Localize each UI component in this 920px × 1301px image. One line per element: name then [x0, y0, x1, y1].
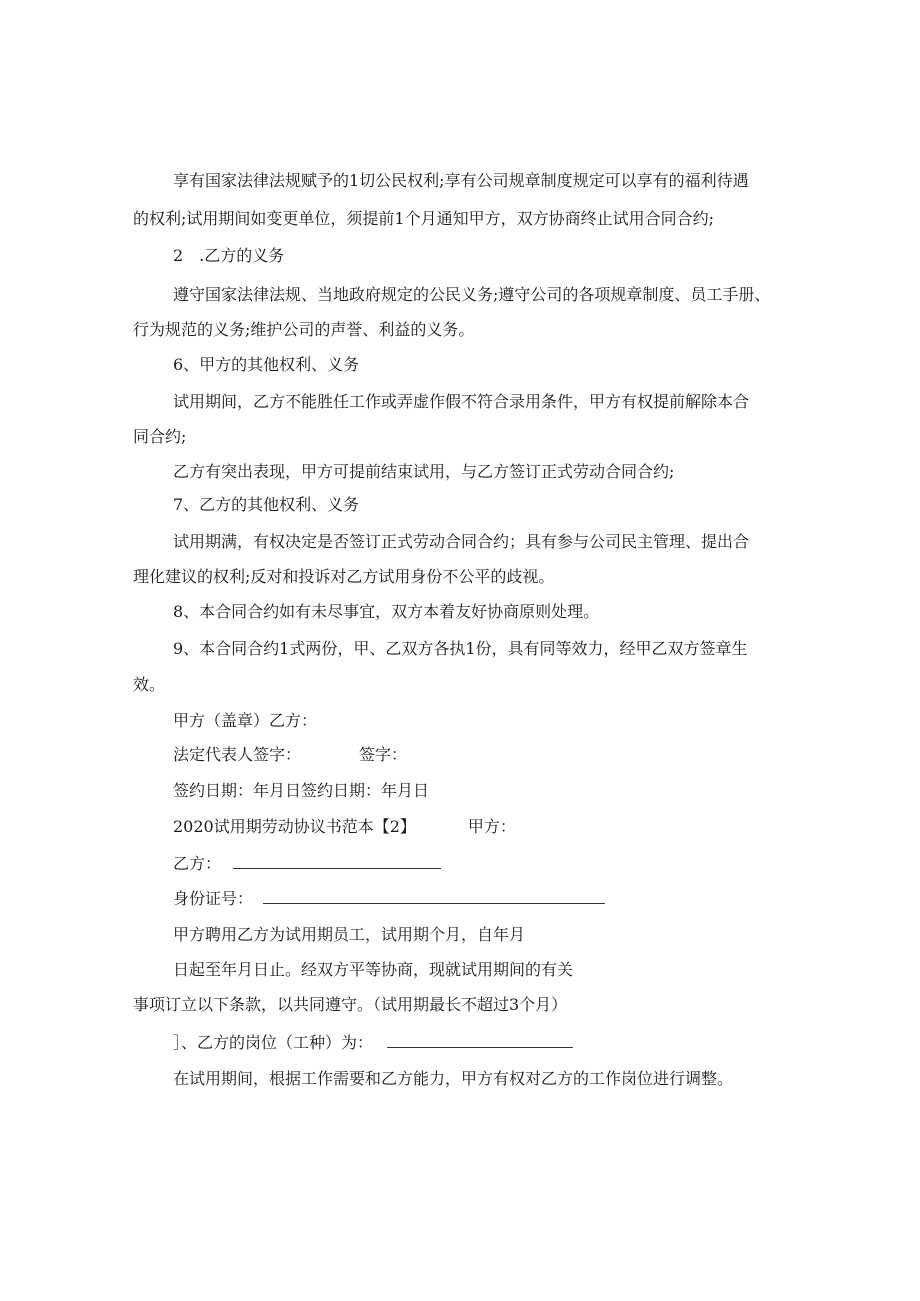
paragraph-line: 的权利;试用期间如变更单位，须提前1个月通知甲方，双方协商终止试用合同合约; [133, 209, 714, 228]
paragraph-line: 在试用期间，根据工作需要和乙方能力，甲方有权对乙方的工作岗位进行调整。 [173, 1069, 734, 1088]
position-blank[interactable] [387, 1031, 573, 1048]
id-number-line [173, 887, 605, 909]
section-heading: 2 .乙方的义务 [173, 246, 285, 265]
signature-line: 甲方（盖章）乙方： [173, 711, 318, 730]
section-heading: 7、乙方的其他权利、义务 [173, 495, 360, 514]
id-number-label: 身份证号： [173, 889, 254, 908]
signature-label: 签字： [359, 745, 408, 764]
title-text: 2020试用期劳动协议书范本【2】 [173, 817, 416, 836]
party-b-line [173, 852, 441, 874]
party-b-blank[interactable] [233, 852, 441, 869]
party-a-label: 甲方： [467, 817, 516, 836]
date-line: 签约日期：年月日签约日期：年月日 [173, 781, 430, 800]
id-number-blank[interactable] [263, 887, 605, 904]
paragraph-line: 效。 [133, 675, 166, 694]
paragraph-line: 日起至年月日止。经双方平等协商，现就试用期间的有关 [173, 960, 574, 979]
paragraph-line: 乙方有突出表现，甲方可提前结束试用，与乙方签订正式劳动合同合约; [173, 462, 675, 481]
paragraph-line: 试用期间，乙方不能胜任工作或弄虚作假不符合录用条件，甲方有权提前解除本合 [173, 392, 750, 411]
paragraph-line: 甲方聘用乙方为试用期员工，试用期个月，自年月 [173, 925, 526, 944]
section-heading: 6、甲方的其他权利、义务 [173, 355, 360, 374]
paragraph-line: 行为规范的义务;维护公司的声誉、利益的义务。 [133, 320, 475, 339]
paragraph-line: 8、本合同合约如有未尽事宜，双方本着友好协商原则处理。 [173, 602, 600, 621]
document-title [173, 816, 516, 838]
party-b-label: 乙方： [173, 854, 222, 873]
paragraph-line: 理化建议的权利;反对和投诉对乙方试用身份不公平的歧视。 [133, 567, 555, 586]
paragraph-line: 享有国家法律法规赋予的1切公民权利;享有公司规章制度规定可以享有的福利待遇 [173, 171, 749, 190]
paragraph-line: 遵守国家法律法规、当地政府规定的公民义务;遵守公司的各项规章制度、员工手册、 [173, 285, 771, 304]
paragraph-line: 9、本合同合约1式两份，甲、乙双方各执1份，具有同等效力，经甲乙双方签章生 [173, 639, 748, 658]
position-label: ］、乙方的岗位（工种）为： [173, 1033, 374, 1052]
paragraph-line: 试用期满，有权决定是否签订正式劳动合同合约；具有参与公司民主管理、提出合 [173, 532, 750, 551]
signature-label: 法定代表人签字： [173, 745, 302, 764]
position-line [173, 1031, 573, 1053]
signature-line [173, 744, 407, 766]
paragraph-line: 事项订立以下条款，以共同遵守。（试用期最长不超过3个月） [133, 995, 568, 1014]
paragraph-line: 同合约; [133, 427, 187, 446]
